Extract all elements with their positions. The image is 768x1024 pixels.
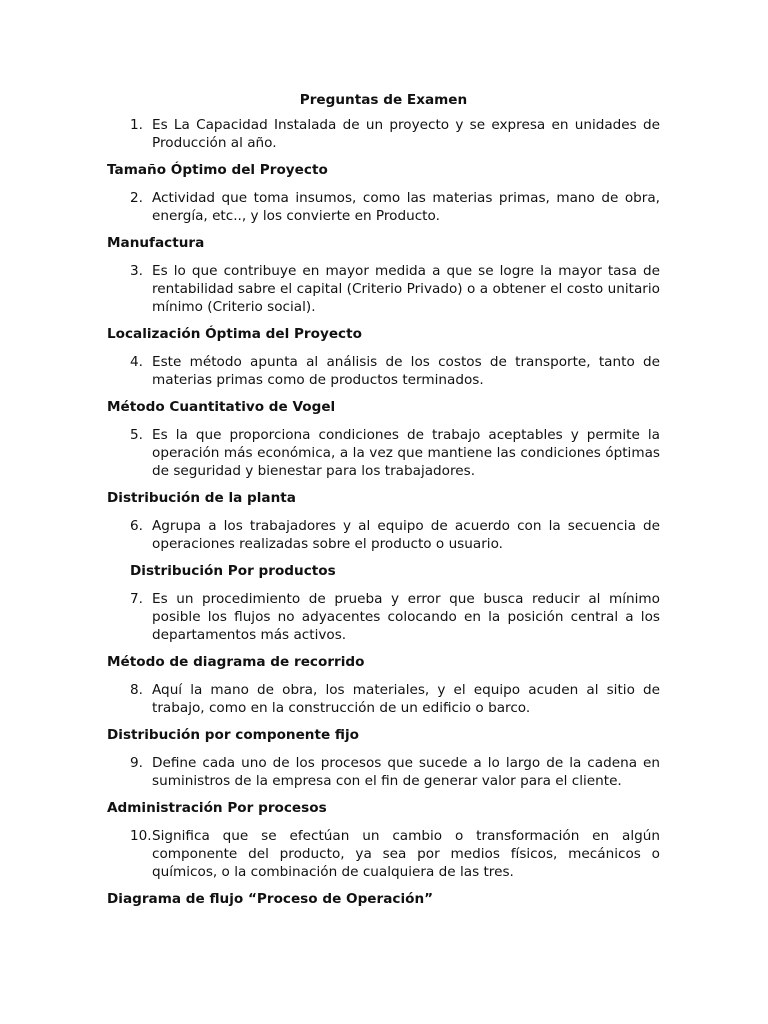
question-number: 5. (130, 427, 143, 443)
question-text: Actividad que toma insumos, como las materias primas, mano de obra, energía, etc.., y los convierte en Producto. (152, 190, 660, 224)
question-text: Es lo que contribuye en mayor medida a que se logre la mayor tasa de rentabilidad sabre el capital (Criterio Privado) o a obtener el costo unitario mínimo (Criterio social). (152, 263, 660, 315)
question-number: 8. (130, 682, 143, 698)
answer-text: Distribución Por productos (130, 563, 336, 579)
question-number: 6. (130, 518, 143, 534)
answer-text: Administración Por procesos (107, 800, 327, 816)
question-item (107, 116, 660, 152)
document-title: Preguntas de Examen (299, 92, 468, 108)
answer-text: Localización Óptima del Proyecto (107, 326, 362, 342)
question-text: Define cada uno de los procesos que sucede a lo largo de la cadena en suministros de la empresa con el fin de generar valor para el cliente. (152, 755, 660, 789)
question-item (107, 827, 660, 881)
answer-text: Distribución por componente fijo (107, 727, 360, 743)
answer-text: Tamaño Óptimo del Proyecto (107, 162, 328, 178)
question-text: Es La Capacidad Instalada de un proyecto y se expresa en unidades de Producción al año. (152, 117, 660, 151)
question-text: Es la que proporciona condiciones de trabajo aceptables y permite la operación más económica, a la vez que mantiene las condiciones óptimas de seguridad y bienestar para los trabajadores. (152, 427, 660, 479)
answer-text: Manufactura (107, 235, 205, 251)
answer-text: Distribución de la planta (107, 490, 296, 506)
question-item (107, 517, 660, 553)
question-text: Aquí la mano de obra, los materiales, y el equipo acuden al sitio de trabajo, como en la construcción de un edificio o barco. (152, 682, 660, 716)
question-number: 10. (130, 828, 152, 844)
answer-text: Diagrama de flujo “Proceso de Operación” (107, 891, 434, 907)
question-text: Significa que se efectúan un cambio o transformación en algún componente del producto, ya sea por medios físicos, mecánicos o químicos, o la combinación de cualquiera de las tres. (152, 828, 660, 880)
question-item (107, 681, 660, 717)
question-text: Agrupa a los trabajadores y al equipo de acuerdo con la secuencia de operaciones realizadas sobre el producto o usuario. (152, 518, 660, 552)
question-item (107, 353, 660, 389)
answer-text: Método Cuantitativo de Vogel (107, 399, 336, 415)
question-item (107, 262, 660, 316)
question-item (107, 590, 660, 644)
question-text: Este método apunta al análisis de los costos de transporte, tanto de materias primas como de productos terminados. (152, 354, 660, 388)
question-item (107, 426, 660, 480)
question-number: 2. (130, 190, 143, 206)
question-number: 4. (130, 354, 143, 370)
question-text: Es un procedimiento de prueba y error que busca reducir al mínimo posible los flujos no adyacentes colocando en la posición central a los departamentos más activos. (152, 591, 660, 643)
question-item (107, 754, 660, 790)
question-number: 1. (130, 117, 143, 133)
question-number: 7. (130, 591, 143, 607)
answer-text: Método de diagrama de recorrido (107, 654, 365, 670)
question-number: 3. (130, 263, 143, 279)
document-page (107, 91, 660, 918)
question-item (107, 189, 660, 225)
question-number: 9. (130, 755, 143, 771)
